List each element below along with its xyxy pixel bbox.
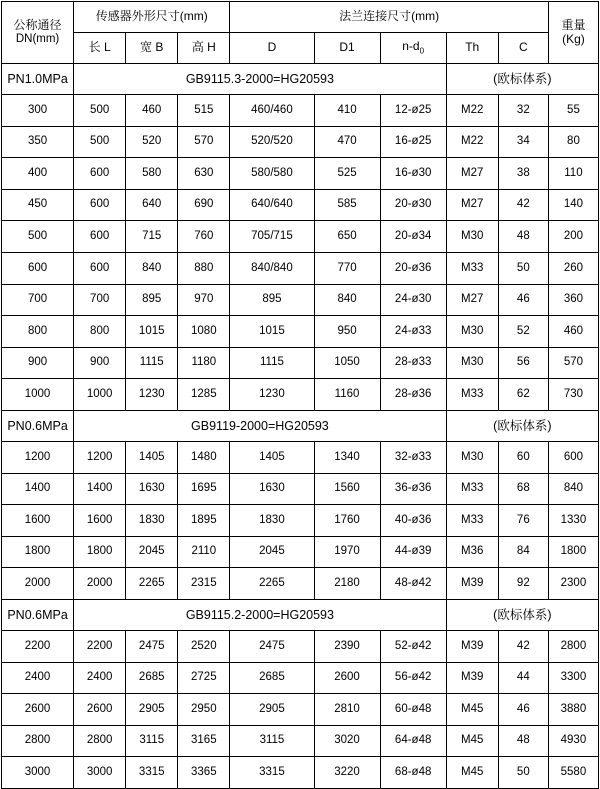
table-body [2,64,599,789]
cell-weight: 360 [548,284,598,316]
table-row [2,536,599,568]
cell-d: 895 [230,284,314,316]
cell-width: 1830 [126,505,178,537]
cell-th: M36 [446,536,498,568]
cell-c: 84 [498,536,548,568]
cell-dn: 600 [2,252,74,284]
cell-dn: 1800 [2,536,74,568]
cell-dn: 1000 [2,379,74,411]
header-col-height: 高 H [178,33,230,64]
table-header-row-groups [2,2,599,33]
cell-th: M45 [446,694,498,726]
cell-n-d0: 60-ø48 [380,694,446,726]
cell-width: 1015 [126,316,178,348]
header-weight-top: 重量 [561,17,586,32]
cell-weight: 80 [548,126,598,158]
table-row [2,126,599,158]
cell-th: M22 [446,126,498,158]
table-row [2,158,599,190]
cell-dn: 700 [2,284,74,316]
cell-d1: 1760 [314,505,380,537]
cell-n-d0: 32-ø33 [380,441,446,473]
section-header-row [2,599,599,630]
section-note: (欧标体系) [446,64,598,95]
table-row [2,284,599,316]
cell-height: 2950 [178,694,230,726]
cell-height: 690 [178,189,230,221]
cell-weight: 570 [548,347,598,379]
header-col-d: D [230,33,314,64]
cell-height: 630 [178,158,230,190]
spec-table-sheet [0,1,600,778]
cell-width: 520 [126,126,178,158]
table-row [2,95,599,127]
table-header-row-subcolumns [2,33,599,64]
cell-width: 840 [126,252,178,284]
cell-d: 2475 [230,630,314,662]
cell-d: 3315 [230,757,314,789]
cell-weight: 1330 [548,505,598,537]
cell-width: 3115 [126,725,178,757]
cell-dn: 300 [2,95,74,127]
cell-width: 895 [126,284,178,316]
cell-c: 50 [498,757,548,789]
cell-n-d0: 68-ø48 [380,757,446,789]
cell-n-d0: 40-ø36 [380,505,446,537]
cell-length: 2800 [74,725,126,757]
cell-width: 1115 [126,347,178,379]
cell-c: 60 [498,441,548,473]
cell-d1: 1340 [314,441,380,473]
cell-weight: 110 [548,158,598,190]
cell-height: 2520 [178,630,230,662]
cell-n-d0: 56-ø42 [380,662,446,694]
header-weight-bottom: (Kg) [562,31,585,46]
cell-d: 2045 [230,536,314,568]
cell-height: 1080 [178,316,230,348]
cell-length: 3000 [74,757,126,789]
cell-n-d0: 16-ø30 [380,158,446,190]
cell-length: 1400 [74,473,126,505]
cell-c: 48 [498,725,548,757]
specification-table [1,1,599,789]
cell-th: M27 [446,284,498,316]
cell-weight: 5580 [548,757,598,789]
cell-width: 2905 [126,694,178,726]
cell-th: M30 [446,316,498,348]
cell-d: 1630 [230,473,314,505]
cell-length: 500 [74,126,126,158]
cell-weight: 3880 [548,694,598,726]
cell-length: 600 [74,158,126,190]
cell-length: 1200 [74,441,126,473]
cell-n-d0: 44-ø39 [380,536,446,568]
cell-c: 32 [498,95,548,127]
cell-d1: 770 [314,252,380,284]
cell-length: 2600 [74,694,126,726]
cell-n-d0: 20-ø30 [380,189,446,221]
cell-height: 880 [178,252,230,284]
section-note: (欧标体系) [446,410,598,441]
cell-length: 900 [74,347,126,379]
cell-th: M33 [446,252,498,284]
cell-dn: 2600 [2,694,74,726]
cell-c: 56 [498,347,548,379]
cell-th: M39 [446,630,498,662]
cell-th: M39 [446,568,498,600]
cell-n-d0: 20-ø34 [380,221,446,253]
cell-c: 44 [498,662,548,694]
cell-dn: 2200 [2,630,74,662]
section-pressure-rating: PN0.6MPa [2,410,74,441]
cell-width: 460 [126,95,178,127]
cell-height: 515 [178,95,230,127]
section-pressure-rating: PN1.0MPa [2,64,74,95]
cell-d: 1115 [230,347,314,379]
cell-dn: 350 [2,126,74,158]
header-d-subscript: 0 [419,46,425,56]
cell-weight: 2300 [548,568,598,600]
cell-weight: 2800 [548,630,598,662]
table-row [2,316,599,348]
cell-weight: 260 [548,252,598,284]
cell-d1: 2180 [314,568,380,600]
cell-length: 2200 [74,630,126,662]
cell-height: 2110 [178,536,230,568]
table-row [2,757,599,789]
cell-th: M33 [446,379,498,411]
cell-n-d0: 64-ø48 [380,725,446,757]
header-n-d-text: n-d [402,39,420,54]
table-row [2,694,599,726]
cell-d1: 525 [314,158,380,190]
cell-length: 600 [74,189,126,221]
cell-n-d0: 20-ø36 [380,252,446,284]
cell-d1: 840 [314,284,380,316]
cell-d1: 2810 [314,694,380,726]
cell-weight: 4930 [548,725,598,757]
cell-height: 3365 [178,757,230,789]
cell-length: 1600 [74,505,126,537]
cell-dn: 2800 [2,725,74,757]
cell-weight: 1800 [548,536,598,568]
cell-d1: 585 [314,189,380,221]
section-header-row [2,64,599,95]
cell-weight: 200 [548,221,598,253]
cell-th: M45 [446,757,498,789]
cell-th: M33 [446,473,498,505]
cell-width: 2265 [126,568,178,600]
cell-length: 1000 [74,379,126,411]
cell-n-d0: 28-ø36 [380,379,446,411]
cell-length: 700 [74,284,126,316]
cell-dn: 2400 [2,662,74,694]
section-note: (欧标体系) [446,599,598,630]
cell-th: M22 [446,95,498,127]
cell-d1: 2390 [314,630,380,662]
cell-d: 3115 [230,725,314,757]
cell-length: 1800 [74,536,126,568]
cell-weight: 730 [548,379,598,411]
cell-length: 2000 [74,568,126,600]
cell-length: 2400 [74,662,126,694]
cell-height: 1695 [178,473,230,505]
cell-c: 42 [498,630,548,662]
cell-dn: 1600 [2,505,74,537]
cell-th: M27 [446,189,498,221]
cell-width: 580 [126,158,178,190]
section-standard-code: GB9115.2-2000=HG20593 [74,599,447,630]
cell-weight: 460 [548,316,598,348]
cell-weight: 600 [548,441,598,473]
cell-width: 2475 [126,630,178,662]
section-standard-code: GB9119-2000=HG20593 [74,410,447,441]
table-row [2,189,599,221]
cell-width: 640 [126,189,178,221]
cell-height: 1480 [178,441,230,473]
cell-height: 1895 [178,505,230,537]
cell-n-d0: 48-ø42 [380,568,446,600]
header-col-n-d0 [380,33,446,64]
cell-th: M45 [446,725,498,757]
cell-d: 580/580 [230,158,314,190]
cell-width: 715 [126,221,178,253]
cell-dn: 3000 [2,757,74,789]
cell-weight: 55 [548,95,598,127]
cell-length: 600 [74,252,126,284]
cell-d1: 3220 [314,757,380,789]
header-col-th: Th [446,33,498,64]
cell-width: 3315 [126,757,178,789]
header-group-flange: 法兰连接尺寸(mm) [230,2,549,33]
cell-height: 2315 [178,568,230,600]
header-group-sensor: 传感器外形尺寸(mm) [74,2,230,33]
cell-height: 3165 [178,725,230,757]
cell-d: 2905 [230,694,314,726]
cell-width: 1630 [126,473,178,505]
cell-n-d0: 24-ø30 [380,284,446,316]
cell-d1: 410 [314,95,380,127]
header-col-length: 长 L [74,33,126,64]
cell-n-d0: 24-ø33 [380,316,446,348]
cell-d1: 1160 [314,379,380,411]
cell-width: 1405 [126,441,178,473]
header-cell-weight [548,2,598,64]
table-row [2,662,599,694]
cell-weight: 840 [548,473,598,505]
cell-c: 38 [498,158,548,190]
cell-c: 34 [498,126,548,158]
cell-n-d0: 36-ø36 [380,473,446,505]
header-cell-dn [2,2,74,64]
cell-d: 1015 [230,316,314,348]
table-row [2,630,599,662]
cell-width: 1230 [126,379,178,411]
cell-th: M33 [446,505,498,537]
cell-th: M30 [446,441,498,473]
cell-n-d0: 16-ø25 [380,126,446,158]
cell-height: 1285 [178,379,230,411]
cell-length: 800 [74,316,126,348]
cell-d: 640/640 [230,189,314,221]
cell-c: 76 [498,505,548,537]
table-row [2,221,599,253]
cell-dn: 400 [2,158,74,190]
header-dn-top: 公称通径 [13,17,62,32]
cell-dn: 800 [2,316,74,348]
cell-th: M30 [446,347,498,379]
section-standard-code: GB9115.3-2000=HG20593 [74,64,447,95]
table-row [2,505,599,537]
cell-dn: 1200 [2,441,74,473]
cell-c: 52 [498,316,548,348]
cell-n-d0: 28-ø33 [380,347,446,379]
cell-d: 520/520 [230,126,314,158]
cell-d: 1830 [230,505,314,537]
cell-th: M27 [446,158,498,190]
cell-height: 760 [178,221,230,253]
header-col-width: 宽 B [126,33,178,64]
cell-th: M39 [446,662,498,694]
cell-height: 970 [178,284,230,316]
cell-c: 50 [498,252,548,284]
cell-width: 2045 [126,536,178,568]
cell-d1: 650 [314,221,380,253]
cell-d: 705/715 [230,221,314,253]
cell-n-d0: 12-ø25 [380,95,446,127]
cell-n-d0: 52-ø42 [380,630,446,662]
cell-dn: 1400 [2,473,74,505]
table-row [2,568,599,600]
cell-d1: 470 [314,126,380,158]
table-row [2,347,599,379]
table-row [2,252,599,284]
cell-d: 2685 [230,662,314,694]
section-header-row [2,410,599,441]
cell-length: 600 [74,221,126,253]
cell-weight: 140 [548,189,598,221]
cell-length: 500 [74,95,126,127]
cell-d: 1230 [230,379,314,411]
cell-c: 62 [498,379,548,411]
table-row [2,379,599,411]
cell-d1: 1970 [314,536,380,568]
cell-height: 2725 [178,662,230,694]
cell-d: 460/460 [230,95,314,127]
cell-d1: 1050 [314,347,380,379]
table-row [2,725,599,757]
cell-height: 570 [178,126,230,158]
header-dn-bottom: DN(mm) [15,32,60,45]
cell-c: 42 [498,189,548,221]
cell-d: 840/840 [230,252,314,284]
cell-d1: 1560 [314,473,380,505]
header-col-d1: D1 [314,33,380,64]
header-col-c: C [498,33,548,64]
cell-height: 1180 [178,347,230,379]
table-row [2,441,599,473]
table-row [2,473,599,505]
cell-d1: 2600 [314,662,380,694]
cell-c: 68 [498,473,548,505]
cell-d: 1405 [230,441,314,473]
cell-d: 2265 [230,568,314,600]
cell-th: M30 [446,221,498,253]
cell-dn: 2000 [2,568,74,600]
cell-c: 48 [498,221,548,253]
cell-dn: 500 [2,221,74,253]
cell-c: 92 [498,568,548,600]
cell-d1: 950 [314,316,380,348]
cell-c: 46 [498,284,548,316]
section-pressure-rating: PN0.6MPa [2,599,74,630]
cell-c: 46 [498,694,548,726]
cell-width: 2685 [126,662,178,694]
cell-d1: 3020 [314,725,380,757]
cell-weight: 3300 [548,662,598,694]
cell-dn: 900 [2,347,74,379]
cell-dn: 450 [2,189,74,221]
